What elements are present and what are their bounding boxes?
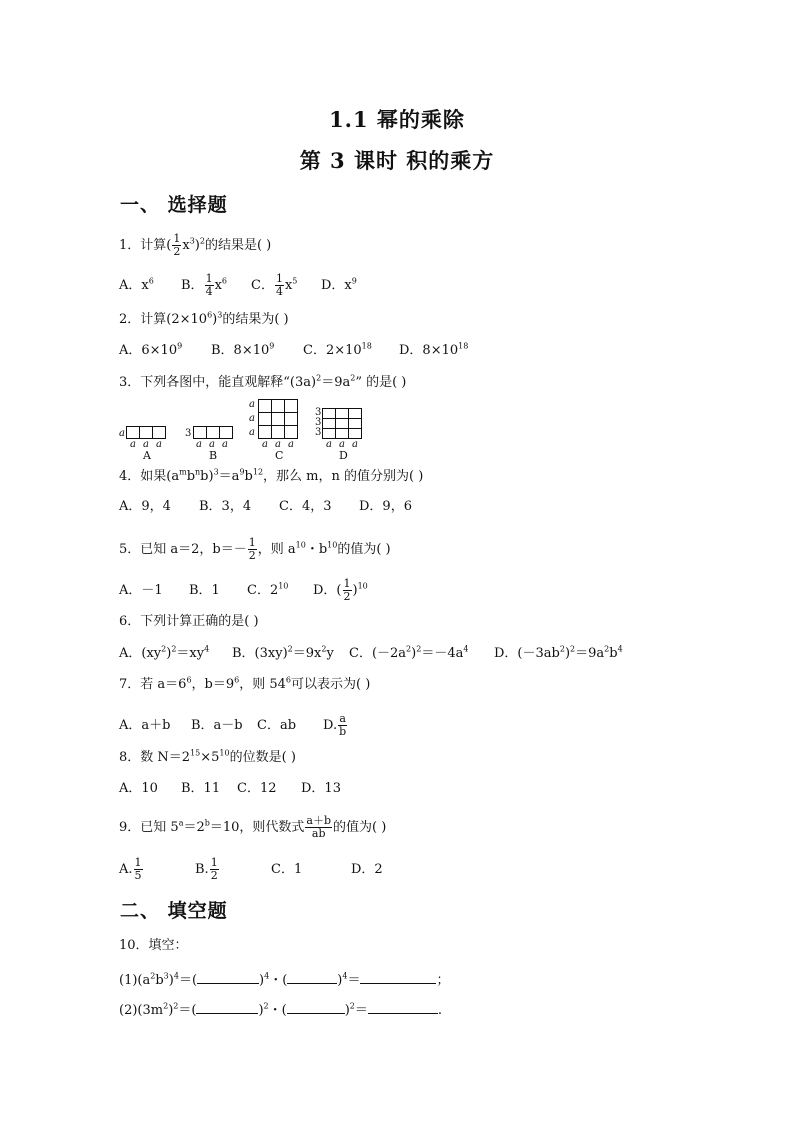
question-5-options bbox=[119, 578, 368, 603]
fraction: $\frac{1}{2}$ bbox=[173, 232, 181, 258]
question-9: 9．已知 $5^a=2^b=10$，则代数式 $\frac{a+b}{ab}$ 的值为( ) bbox=[119, 814, 387, 840]
option-b: B．3，4 bbox=[199, 499, 252, 514]
option-b: B．$8\times 10^9$ bbox=[211, 341, 275, 358]
option-c: C．$(-2a^2)^2=-4a^4$ bbox=[349, 644, 469, 661]
option-b: B． $\frac{1}{4}$ $x^6$ bbox=[181, 272, 227, 298]
question-6: 6．下列计算正确的是( ) bbox=[119, 614, 259, 629]
option-d: D．$8\times 10^{18}$ bbox=[399, 341, 469, 358]
option-b: B．a－b bbox=[191, 718, 243, 733]
figure-d-side-label: 3 bbox=[315, 407, 322, 418]
figure-a-caption: A bbox=[143, 449, 151, 462]
option-d: D．$x^9$ bbox=[321, 276, 357, 293]
option-a: A．9，4 bbox=[119, 499, 171, 514]
option-a: A．$(xy^2)^2=xy^4$ bbox=[119, 644, 210, 661]
option-a: A．$6\times 10^9$ bbox=[119, 341, 183, 358]
option-b: B．1 bbox=[189, 583, 220, 598]
section-heading-fill: 二、 填空题 bbox=[120, 900, 228, 922]
question-2-options bbox=[119, 343, 468, 359]
option-c: C．12 bbox=[237, 781, 277, 796]
page-title: 1.1 幂的乘除 bbox=[329, 107, 465, 132]
figure-c bbox=[258, 399, 298, 439]
option-d: D．13 bbox=[301, 781, 341, 796]
answer-blank[interactable] bbox=[197, 970, 259, 984]
option-c: C． $\frac{1}{4}$ $x^5$ bbox=[251, 272, 298, 298]
option-c: C．1 bbox=[271, 862, 303, 877]
section-heading-choice: 一、 选择题 bbox=[120, 194, 228, 216]
option-a: A. $\frac{1}{5}$ bbox=[119, 856, 142, 882]
question-9-options bbox=[119, 857, 383, 882]
option-a: A．a＋b bbox=[119, 718, 171, 733]
question-8: 8．数 $N=2^{15}\times 5^{10}$的位数是( ) bbox=[119, 748, 296, 765]
figure-b-side-label: 3 bbox=[185, 428, 192, 439]
option-d: D．( $\frac{1}{2}$ )$^{10}$ bbox=[313, 577, 368, 603]
option-b: B．$(3xy)^2=9x^2y$ bbox=[232, 644, 334, 661]
question-4: 4．如果$(a^mb^nb)^3=a^9b^{12}$，那么 m，n 的值分别为( ) bbox=[119, 467, 424, 484]
question-5: 5．已知 a＝2，b＝－ $\frac{1}{2}$ ，则 $a^{10}$・$b^{10}$的值为( ) bbox=[119, 536, 391, 562]
option-a: A．$x^6$ bbox=[119, 276, 154, 293]
option-c: C．ab bbox=[257, 718, 297, 733]
figure-b-caption: B bbox=[209, 449, 218, 462]
option-a: A．10 bbox=[119, 781, 158, 796]
page-subtitle: 第 3 课时 积的乘方 bbox=[299, 148, 495, 173]
figure-c-side-label: a bbox=[249, 399, 255, 410]
figure-c-caption: C bbox=[275, 449, 284, 462]
figure-b bbox=[193, 426, 233, 439]
question-4-options bbox=[119, 499, 412, 515]
option-b: B. $\frac{1}{2}$ bbox=[195, 856, 218, 882]
question-6-options bbox=[119, 646, 623, 662]
option-c: C．$2\times 10^{18}$ bbox=[303, 341, 372, 358]
option-d: D. $\frac{a}{b}$ bbox=[323, 712, 347, 738]
question-2: 2．计算$(2\times 10^6)^3$的结果为( ) bbox=[119, 310, 289, 327]
figure-d bbox=[322, 408, 362, 439]
figure-d-caption: D bbox=[339, 449, 348, 462]
question-10: 10．填空： bbox=[119, 938, 188, 953]
option-a: A．－1 bbox=[119, 583, 163, 598]
option-c: C．4，3 bbox=[279, 499, 332, 514]
answer-blank[interactable] bbox=[287, 970, 337, 984]
answer-blank[interactable] bbox=[360, 970, 436, 984]
option-d: D．$(-3ab^2)^2=9a^2b^4$ bbox=[494, 644, 623, 661]
answer-blank[interactable] bbox=[368, 1000, 438, 1014]
option-b: B．11 bbox=[181, 781, 221, 796]
option-c: C．$2^{10}$ bbox=[247, 581, 289, 598]
question-3: 3．下列各图中，能直观解释“$(3a)^2=9a^2$” 的是( ) bbox=[119, 373, 407, 390]
answer-blank[interactable] bbox=[196, 1000, 258, 1014]
question-10-line-1: $(1)(a^2b^3)^4=$( )$^4$・( )$^4$＝ ； bbox=[119, 971, 450, 988]
question-1-options bbox=[119, 273, 357, 298]
question-10-line-2: $(2)(3m^2)^2=$( )$^2$・( )$^2$＝ . bbox=[119, 1001, 443, 1018]
answer-blank[interactable] bbox=[287, 1000, 345, 1014]
question-8-options bbox=[119, 781, 341, 797]
figure-a-side-label: a bbox=[119, 428, 125, 439]
option-d: D．9，6 bbox=[359, 499, 412, 514]
figure-a bbox=[126, 426, 166, 439]
question-7: 7．若 $a=6^6$，$b=9^6$，则 $54^6$可以表示为( ) bbox=[119, 675, 371, 692]
option-d: D．2 bbox=[351, 862, 383, 877]
question-1: 1．计算( $\frac{1}{2}$ $x^3)^2$的结果是( ) bbox=[119, 232, 272, 258]
question-7-options bbox=[119, 713, 348, 738]
